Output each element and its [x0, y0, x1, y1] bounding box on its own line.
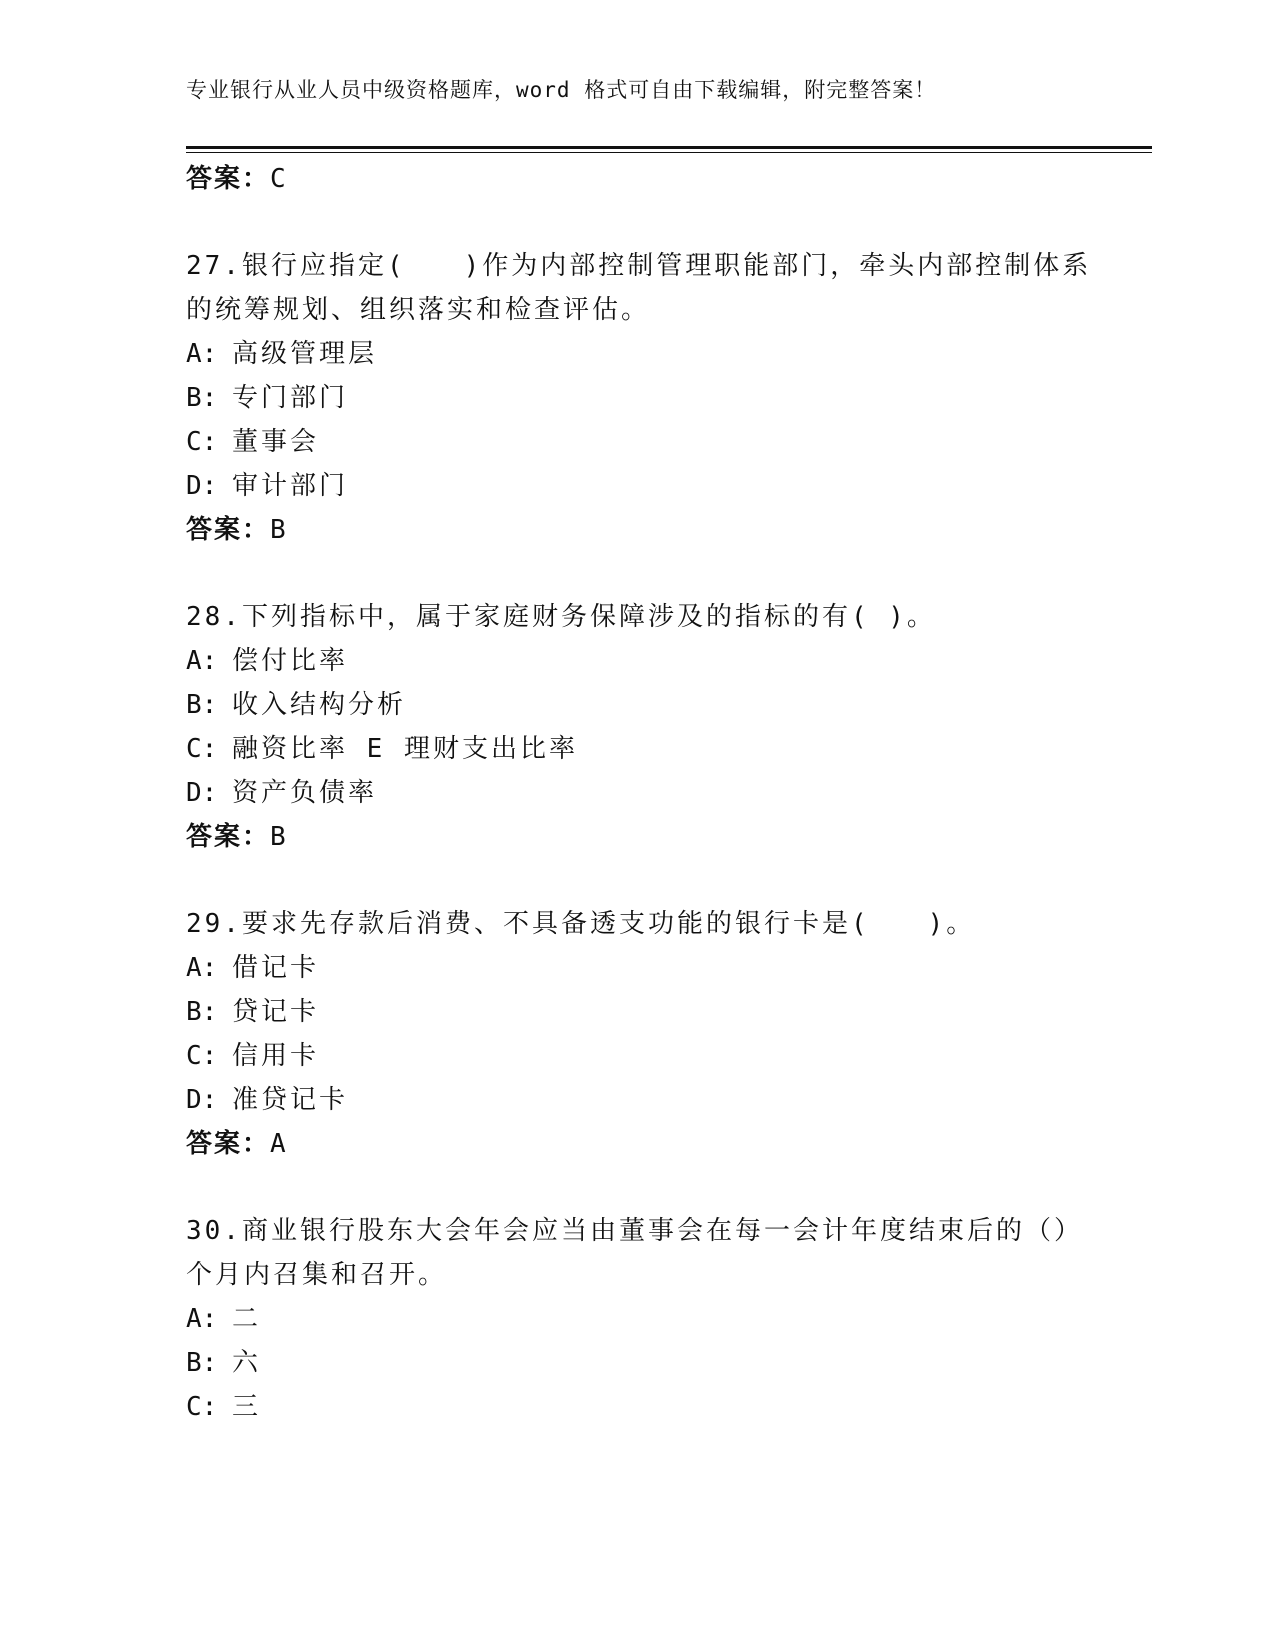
option-text: 二 [232, 1304, 262, 1334]
option-key: D: [186, 471, 218, 501]
question-27-option-d [186, 465, 348, 502]
option-key: D: [186, 1085, 218, 1115]
option-text: 专门部门 [232, 383, 349, 413]
question-27-answer [186, 509, 288, 546]
option-key: B: [186, 383, 218, 413]
answer-label: 答案： [186, 515, 271, 545]
question-28-option-a [186, 640, 348, 677]
question-28-answer [186, 816, 288, 853]
question-29-answer [186, 1123, 288, 1160]
option-key: C: [186, 1392, 218, 1422]
question-28-text-line1: 28.下列指标中，属于家庭财务保障涉及的指标的有( )。 [186, 602, 936, 632]
answer-label: 答案： [186, 164, 271, 194]
question-29-option-a [186, 947, 319, 984]
answer-line [186, 158, 288, 195]
option-text: 融资比率 E 理财支出比率 [232, 734, 578, 764]
option-key: A: [186, 953, 218, 983]
question-27-text-line1: 27.银行应指定( )作为内部控制管理职能部门，牵头内部控制体系 [186, 251, 1092, 281]
option-key: C: [186, 734, 218, 764]
option-key: B: [186, 997, 218, 1027]
page-header: 专业银行从业人员中级资格题库，word 格式可自由下载编辑，附完整答案！ [186, 78, 937, 102]
question-29-option-c [186, 1035, 319, 1072]
question-30-option-b [186, 1342, 261, 1379]
answer-value: A [270, 1129, 288, 1159]
option-text: 三 [232, 1392, 262, 1422]
question-27-option-b [186, 377, 348, 414]
option-text: 六 [232, 1348, 262, 1378]
question-27-option-c [186, 421, 319, 458]
answer-value: B [270, 515, 288, 545]
option-text: 准贷记卡 [232, 1085, 349, 1115]
question-29-text-line1: 29.要求先存款后消费、不具备透支功能的银行卡是( )。 [186, 909, 976, 939]
question-27-option-a [186, 333, 377, 370]
answer-label: 答案： [186, 1129, 271, 1159]
option-key: C: [186, 1041, 218, 1071]
option-text: 收入结构分析 [232, 690, 407, 720]
question-30-option-a [186, 1298, 261, 1335]
option-key: B: [186, 1348, 218, 1378]
option-text: 借记卡 [232, 953, 320, 983]
option-key: A: [186, 1304, 218, 1334]
option-text: 高级管理层 [232, 339, 378, 369]
question-28-option-d [186, 772, 377, 809]
answer-value: C [270, 164, 288, 194]
option-text: 审计部门 [232, 471, 349, 501]
question-29-option-b [186, 991, 319, 1028]
question-28-option-b [186, 684, 406, 721]
option-text: 信用卡 [232, 1041, 320, 1071]
header-divider [186, 146, 1152, 153]
option-text: 偿付比率 [232, 646, 349, 676]
question-30-text-line2: 个月内召集和召开。 [186, 1260, 448, 1290]
question-28-option-c [186, 728, 578, 765]
option-key: A: [186, 646, 218, 676]
option-key: C: [186, 427, 218, 457]
question-30-option-c [186, 1386, 261, 1423]
option-key: D: [186, 778, 218, 808]
option-text: 资产负债率 [232, 778, 378, 808]
option-key: A: [186, 339, 218, 369]
question-30-text-line1: 30.商业银行股东大会年会应当由董事会在每一会计年度结束后的（） [186, 1216, 1083, 1246]
option-key: B: [186, 690, 218, 720]
answer-label: 答案： [186, 822, 271, 852]
option-text: 董事会 [232, 427, 320, 457]
question-29-option-d [186, 1079, 348, 1116]
answer-value: B [270, 822, 288, 852]
question-27-text-line2: 的统筹规划、组织落实和检查评估。 [186, 295, 651, 325]
option-text: 贷记卡 [232, 997, 320, 1027]
